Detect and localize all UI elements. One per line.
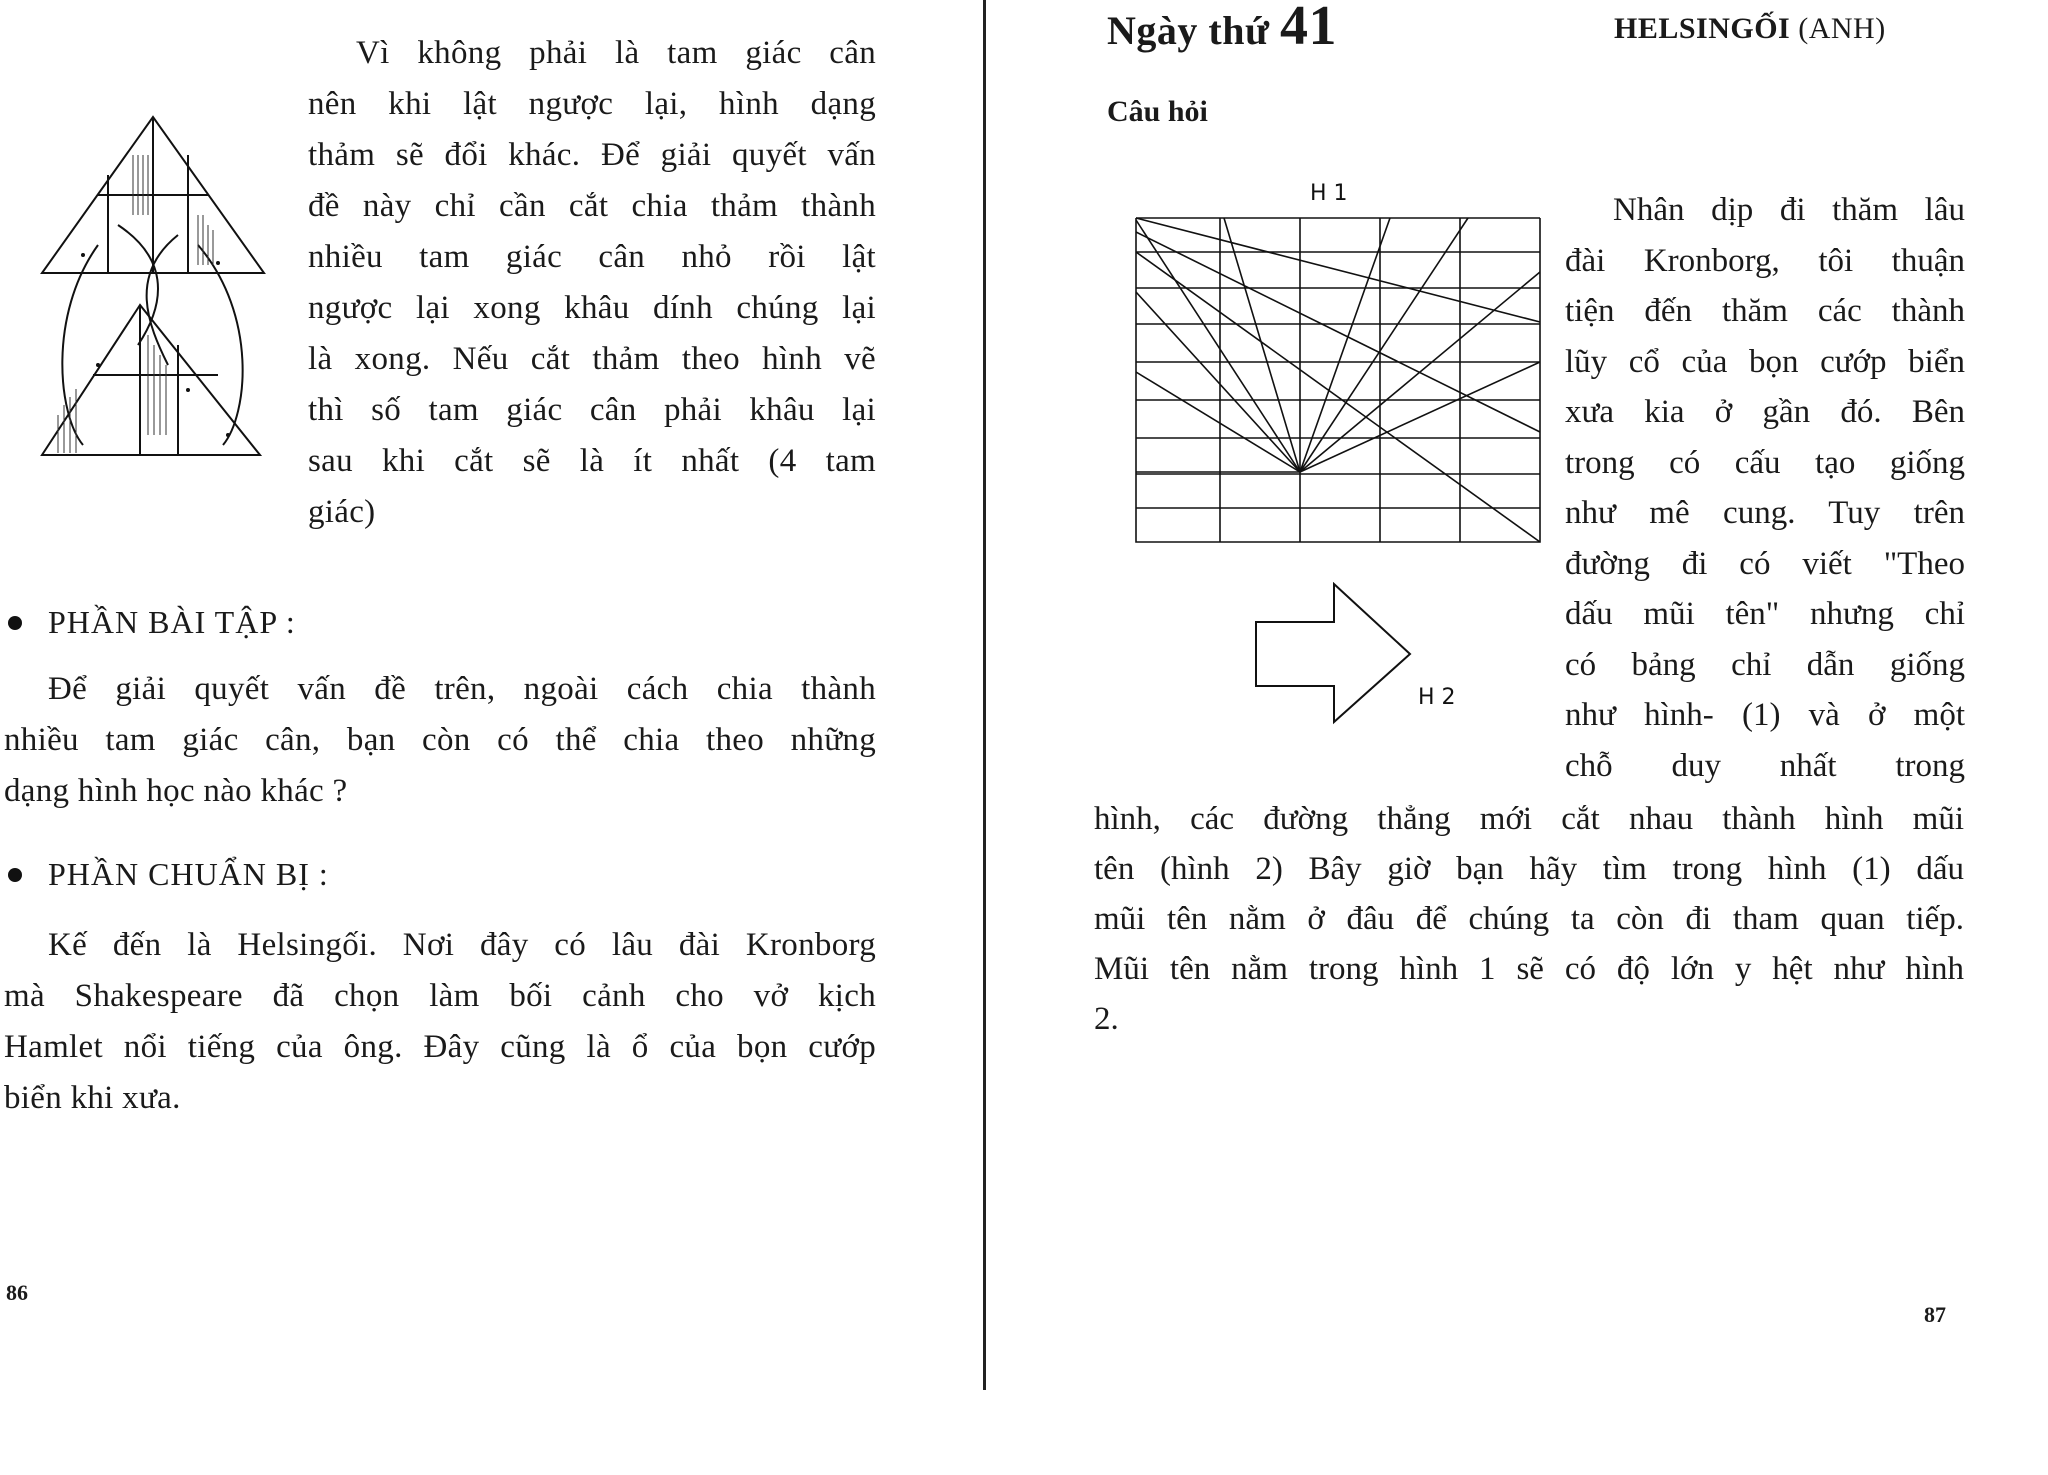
text-line: biển khi xưa.	[4, 1080, 181, 1116]
text-line: Hamlet nổi tiếng của ông. Đây cũng là ổ của bọn cướp	[4, 1029, 876, 1065]
question-wide-text	[1094, 794, 1964, 1044]
location-title	[1614, 12, 1886, 46]
exercise-heading	[8, 604, 296, 641]
text-line: dấu mũi tên" nhưng chỉ	[1565, 596, 1965, 632]
figure-1-label: H 1	[1310, 181, 1348, 206]
text-line: có bảng chỉ dẫn giống	[1565, 646, 1965, 683]
text-line: 2.	[1094, 1001, 1119, 1037]
figure-1-maze-diagram	[1128, 172, 1548, 552]
text-line: đề này chỉ cần cắt chia thảm thành	[308, 188, 876, 224]
prep-heading	[8, 856, 329, 893]
text-line: xưa kia ở gần đó. Bên	[1565, 394, 1965, 430]
day-label: Ngày thứ	[1107, 8, 1270, 53]
text-line: Để giải quyết vấn đề trên, ngoài cách chia thành	[48, 671, 876, 707]
text-line: chỗ duy nhất trong	[1565, 747, 1965, 784]
page-number-left: 86	[6, 1280, 28, 1305]
day-title	[1107, 0, 1337, 58]
text-line: thảm sẽ đổi khác. Để giải quyết vấn	[308, 137, 876, 173]
text-line: trong có cấu tạo giống	[1565, 444, 1965, 481]
book-gutter	[983, 0, 986, 1390]
text-line: thì số tam giác cân phải khâu lại	[308, 392, 876, 428]
text-line: tên (hình 2) Bây giờ bạn hãy tìm trong hình (1) dấu	[1094, 851, 1964, 887]
triangle-cut-diagram	[38, 115, 268, 463]
text-line: Vì không phải là tam giác cân	[356, 35, 876, 71]
figure-2-arrow-diagram	[1250, 582, 1480, 727]
text-line: ngược lại xong khâu dính chúng lại	[308, 290, 876, 326]
question-label: Câu hỏi	[1107, 95, 1208, 128]
prep-paragraph	[4, 920, 876, 1124]
text-line: đường đi có viết "Theo	[1565, 545, 1965, 582]
bullet-icon	[8, 868, 22, 882]
text-line: mũi tên nằm ở đâu để chúng ta còn đi tham quan tiếp.	[1094, 901, 1964, 937]
location-name: HELSINGỐI	[1614, 12, 1791, 45]
bullet-icon	[8, 616, 22, 630]
text-line: là xong. Nếu cắt thảm theo hình vẽ	[308, 341, 876, 377]
prep-heading-label: PHẦN CHUẨN BỊ :	[48, 856, 329, 892]
text-line: như mê cung. Tuy trên	[1565, 495, 1965, 531]
question-column-text	[1565, 185, 1965, 791]
text-line: hình, các đường thẳng mới cắt nhau thành hình mũi	[1094, 801, 1964, 837]
text-line: Mũi tên nằm trong hình 1 sẽ có độ lớn y hệt như hình	[1094, 951, 1964, 987]
text-line: tiện đến thăm các thành	[1565, 293, 1965, 329]
figure-2-label: H 2	[1418, 685, 1456, 710]
text-line: Kế đến là Helsingối. Nơi đây có lâu đài Kronborg	[48, 927, 876, 963]
exercise-heading-label: PHẦN BÀI TẬP :	[48, 604, 296, 640]
text-line: nhiều tam giác cân nhỏ rồi lật	[308, 239, 876, 275]
left-page	[0, 0, 880, 1475]
text-line: nên khi lật ngược lại, hình dạng	[308, 86, 876, 122]
day-number: 41	[1279, 0, 1337, 57]
text-line: giác)	[308, 494, 376, 530]
text-line: lũy cổ của bọn cướp biển	[1565, 343, 1965, 380]
text-line: như hình- (1) và ở một	[1565, 697, 1965, 733]
text-line: mà Shakespeare đã chọn làm bối cảnh cho vở kịch	[4, 978, 876, 1014]
location-country: (ANH)	[1798, 12, 1886, 45]
exercise-paragraph	[4, 664, 876, 817]
text-line: nhiều tam giác cân, bạn còn có thể chia theo những	[4, 722, 876, 758]
text-line: Nhân dịp đi thăm lâu	[1613, 192, 1965, 228]
text-line: sau khi cắt sẽ là ít nhất (4 tam	[308, 443, 876, 479]
text-line: dạng hình học nào khác ?	[4, 773, 348, 809]
intro-paragraph	[308, 28, 876, 538]
page-number-right: 87	[1924, 1302, 1946, 1327]
text-line: đài Kronborg, tôi thuận	[1565, 242, 1965, 279]
